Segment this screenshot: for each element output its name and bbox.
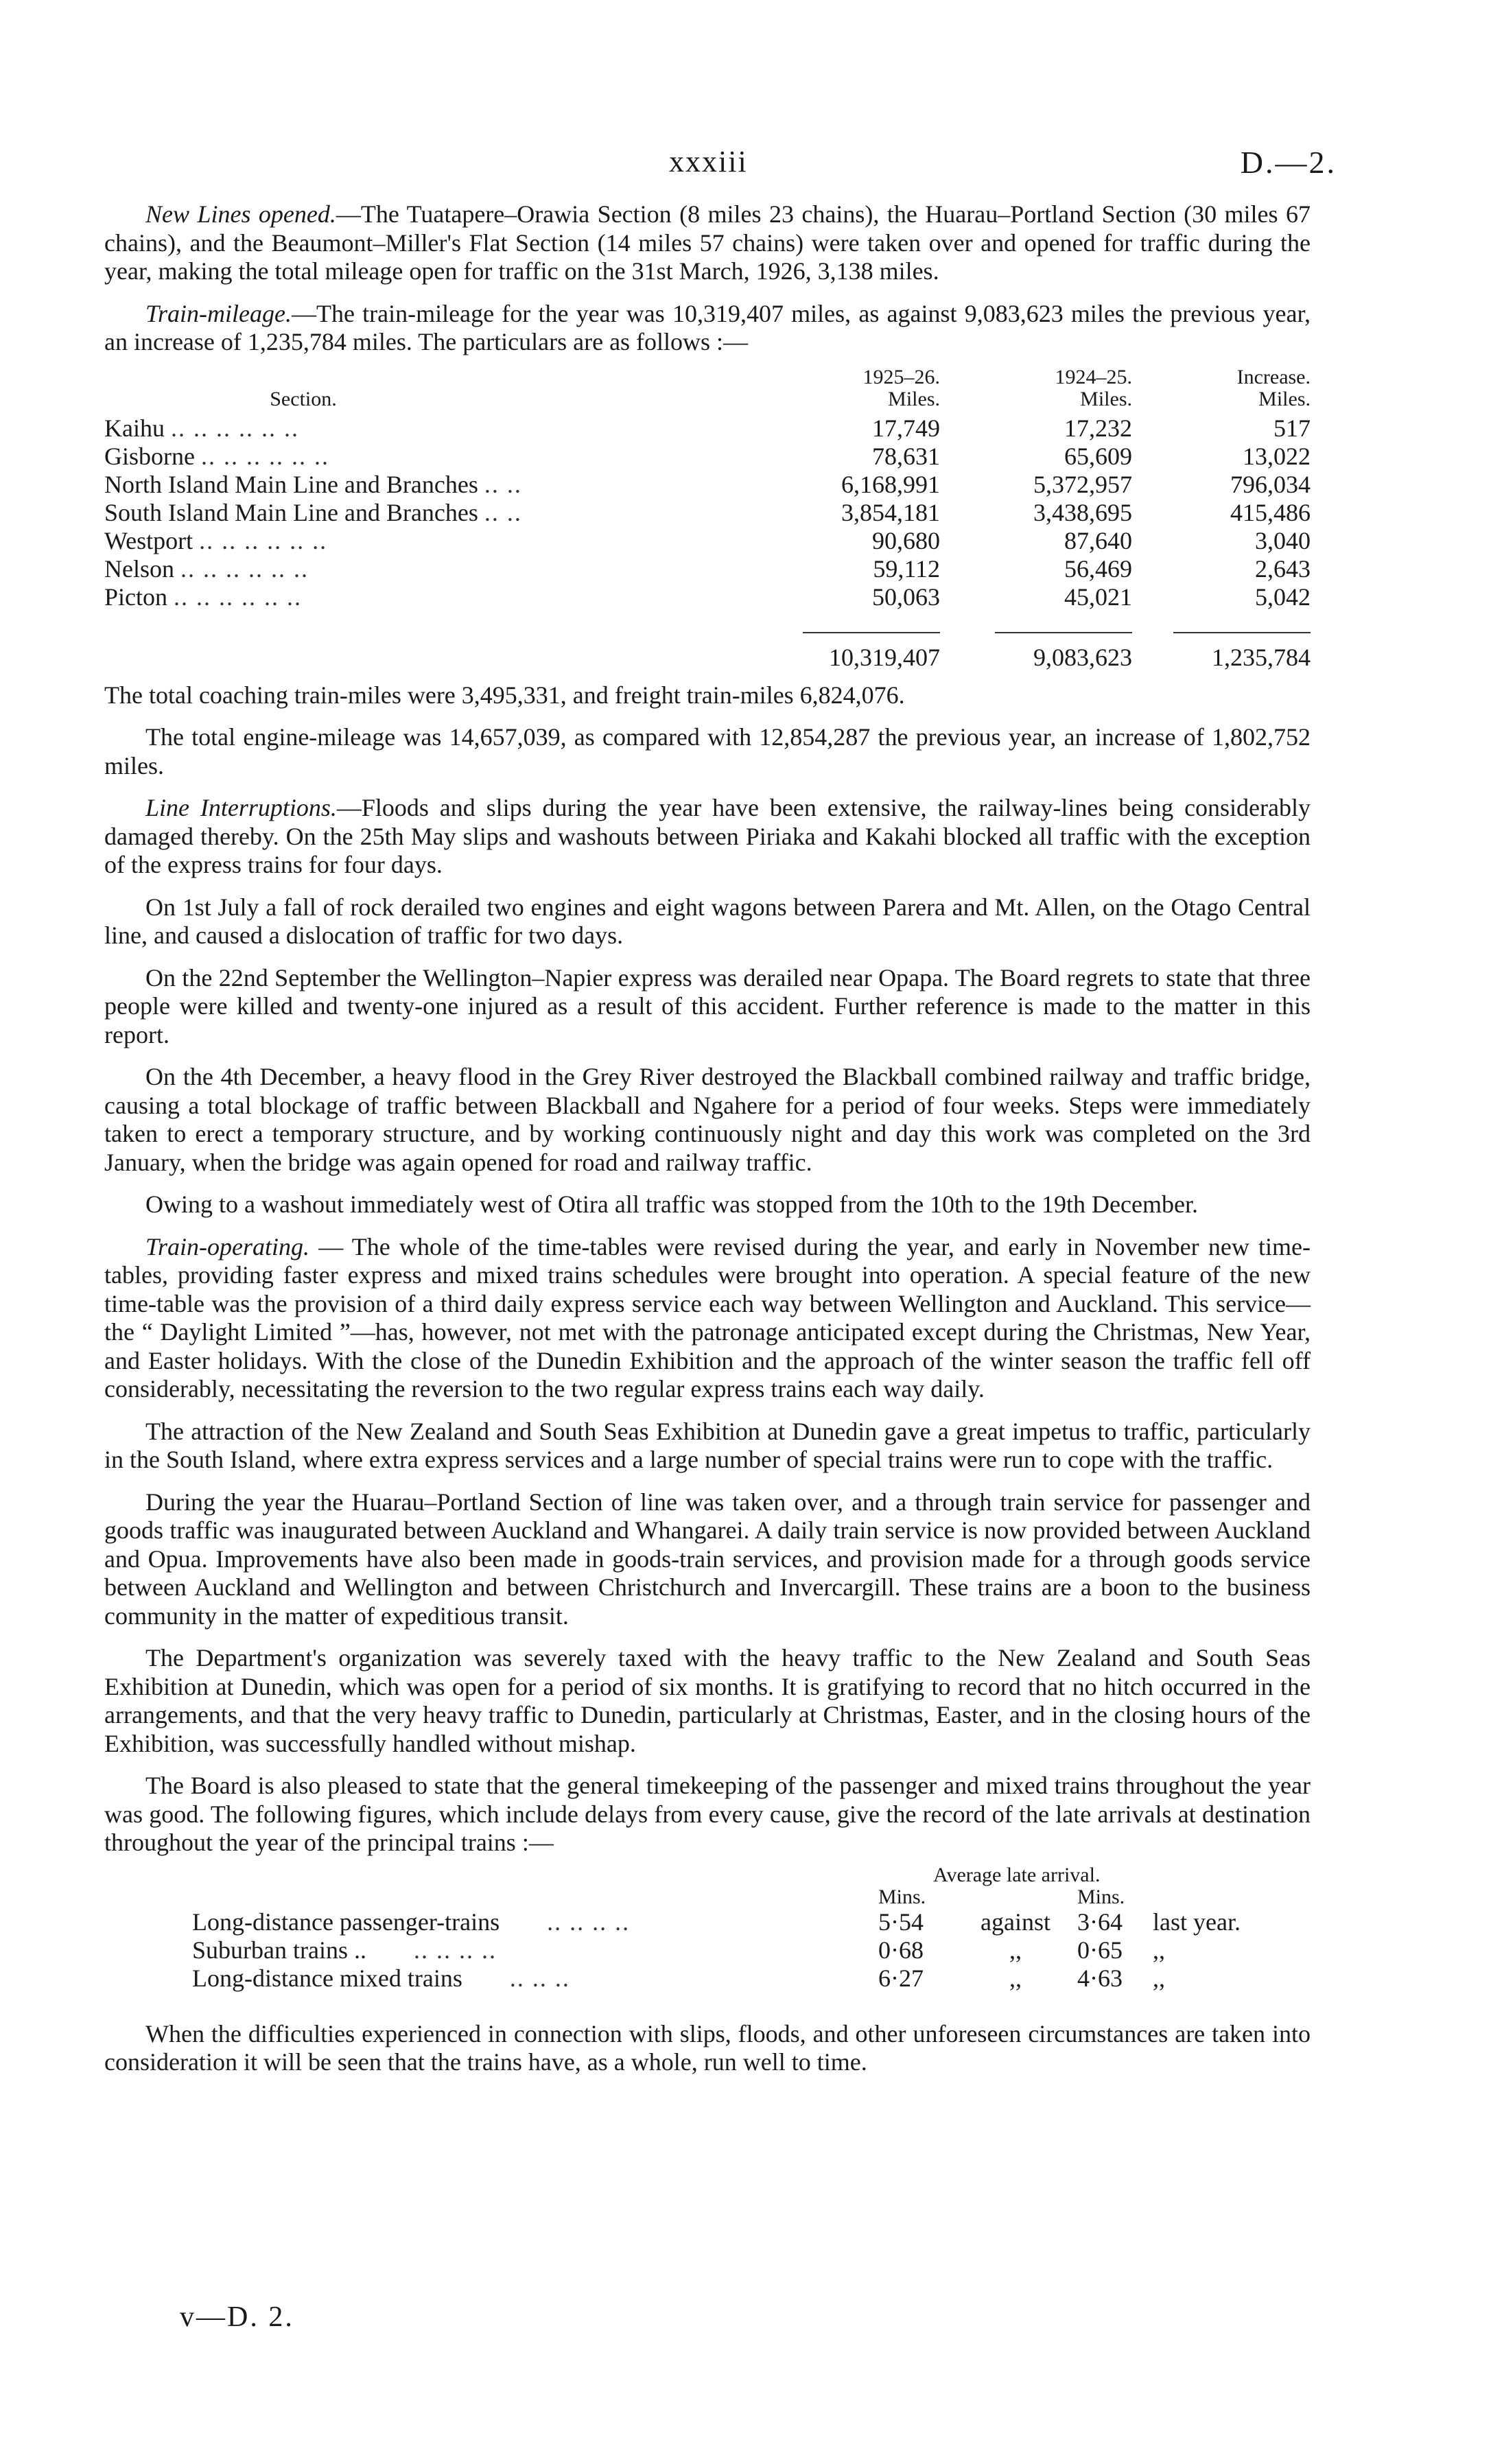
row-value-1925: 90,680 xyxy=(872,526,940,554)
rule-line xyxy=(1173,632,1311,633)
heading-line-interruptions: Line Interruptions. xyxy=(145,794,337,821)
total-rule xyxy=(104,611,1311,640)
row-value-1924: 17,232 xyxy=(1064,414,1132,442)
paragraph-new-lines xyxy=(104,200,1311,286)
paragraph-organization: The Department's organization was severely taxed with the heavy traffic to the New Zealand and South Seas Exhibition at Dunedin, which was open for a period of six months. It is gratifying to record that no hitch occurred in the arrangements, and that the very heavy traffic to Dunedin, particularly at Christmas, Easter, and in the closing hours of the Exhibition, was successfully handled without mishap. xyxy=(104,1644,1311,1757)
row-value-1925: 3,854,181 xyxy=(841,498,940,526)
paragraph-engine-mileage: The total engine-mileage was 14,657,039, as compared with 12,854,287 the previous year, an increase of 1,802,752 miles. xyxy=(104,723,1311,779)
late-row-current: 5·54 xyxy=(878,1908,924,1936)
late-arrival-table xyxy=(192,1864,1256,1993)
table-row xyxy=(192,1964,1256,1993)
mileage-table xyxy=(104,366,1311,672)
paragraph-huarau: During the year the Huarau–Portland Section of line was taken over, and a through train service for passenger and goods traffic was inaugurated between Auckland and Whangarei. A daily train service is now provided between Auckland and Opua. Improvements have also been made in goods-train services, and provision made for a through goods service between Auckland and Wellington and between Christchurch and Invercargill. These trains are a boon to the business community in the matter of expeditious transit. xyxy=(104,1488,1311,1630)
table-row xyxy=(192,1908,1256,1936)
table-row xyxy=(104,499,1311,527)
col-1924-header: 1924–25. xyxy=(1055,365,1132,388)
paragraph-timekeeping: The Board is also pleased to state that the general timekeeping of the passenger and mixed trains throughout the year was good. The following figures, which include delays from every cause, give the record of the late arrivals at destination throughout the year of the principal trains :— xyxy=(104,1772,1311,1856)
row-section-name: Gisborne xyxy=(104,442,195,470)
paragraph-line-interruptions xyxy=(104,794,1311,880)
row-value-increase: 415,486 xyxy=(1230,498,1311,526)
row-section-name: Westport xyxy=(104,526,193,554)
page-number: xxxiii xyxy=(669,145,748,178)
table-row xyxy=(192,1936,1256,1964)
row-value-increase: 2,643 xyxy=(1255,554,1311,583)
col-section-header: Section. xyxy=(270,387,337,410)
rule-line xyxy=(995,632,1132,633)
table-row xyxy=(104,583,1311,611)
footer-signature: v—D. 2. xyxy=(180,2301,294,2333)
col-mins-current: Mins. xyxy=(878,1885,926,1908)
text-train-mileage: —The train-mileage for the year was 10,319,407 miles, as against 9,083,623 miles the previous year, an increase of 1,235,784 miles. The particulars are as follows :— xyxy=(104,299,1311,355)
total-row xyxy=(104,640,1311,672)
row-value-increase: 13,022 xyxy=(1243,442,1311,470)
late-row-name: Suburban trains .. xyxy=(192,1936,366,1964)
leader-dots: .. .. .. .. .. .. xyxy=(180,554,309,583)
col-1925-header: 1925–26. xyxy=(862,365,940,388)
paragraph-train-operating xyxy=(104,1233,1311,1404)
late-row-ditto: last year. xyxy=(1153,1908,1241,1936)
paragraph-otira: Owing to a washout immediately west of Otira all traffic was stopped from the 10th to the 19th December. xyxy=(145,1190,1198,1218)
late-row-name: Long-distance mixed trains xyxy=(192,1964,462,1992)
table-row xyxy=(104,414,1311,443)
leader-dots: .. .. .. .. xyxy=(547,1908,631,1936)
leader-dots: .. .. .. xyxy=(509,1964,570,1992)
row-value-1925: 17,749 xyxy=(872,414,940,442)
col-increase-unit: Miles. xyxy=(1258,387,1311,410)
heading-new-lines: New Lines opened. xyxy=(145,200,336,228)
paragraph-september: On the 22nd September the Wellington–Napier express was derailed near Opapa. The Board regrets to state that three people were killed and twenty-one injured as a result of this accident. Further reference is made to the matter in this report. xyxy=(104,963,1311,1048)
paragraph-december: On the 4th December, a heavy flood in the Grey River destroyed the Blackball combined railway and traffic bridge, causing a total blockage of traffic between Blackball and Ngahere for a period of four weeks. Steps were immediately taken to erect a temporary structure, and by working continuously night and day this work was completed on the 3rd January, when the bridge was again opened for road and railway traffic. xyxy=(104,1063,1311,1176)
late-row-against: against xyxy=(981,1908,1050,1936)
total-1924: 9,083,623 xyxy=(1033,643,1132,671)
leader-dots: .. .. xyxy=(484,498,522,526)
col-increase-header: Increase. xyxy=(1236,365,1311,388)
paragraph-train-mileage xyxy=(104,300,1311,357)
mileage-table-header xyxy=(104,366,1311,414)
row-value-1925: 59,112 xyxy=(873,554,940,583)
leader-dots: .. .. .. .. .. .. xyxy=(200,442,329,470)
late-row-name: Long-distance passenger-trains xyxy=(192,1908,500,1936)
row-value-1924: 45,021 xyxy=(1064,583,1132,611)
text-line-interruptions: —Floods and slips during the year have been extensive, the railway-lines being considerably damaged thereby. On the 25th May slips and washouts between Piriaka and Kakahi blocked all traffic with the exception of the express trains for four days. xyxy=(104,794,1311,878)
leader-dots: .. .. .. .. .. .. xyxy=(199,526,328,554)
page-header xyxy=(0,144,1491,185)
heading-train-mileage: Train-mileage. xyxy=(145,299,292,327)
row-value-1925: 6,168,991 xyxy=(841,470,940,498)
row-value-increase: 517 xyxy=(1273,414,1311,442)
table-row xyxy=(104,443,1311,471)
leader-dots: .. .. .. .. xyxy=(413,1936,497,1964)
total-increase: 1,235,784 xyxy=(1212,643,1311,671)
paragraph-closing: When the difficulties experienced in connection with slips, floods, and other unforeseen circumstances are taken into consideration it will be seen that the trains have, as a whole, run well to time. xyxy=(104,2019,1311,2076)
rule-line xyxy=(803,632,940,633)
row-value-1924: 5,372,957 xyxy=(1033,470,1132,498)
total-1925: 10,319,407 xyxy=(829,643,940,671)
heading-train-operating: Train-operating. xyxy=(145,1232,310,1260)
text-train-operating: — The whole of the time-tables were revised during the year, and early in November new time-tables, providing faster express and mixed trains schedules were brought into operation. A special feature of the new time-table was the provision of a third daily express service each way between Wellington and Auckland. This service—the “ Daylight Limited ”—has, however, not met with the patronage anticipated except during the Christmas, New Year, and Easter holidays. With the close of the Dunedin Exhibition and the approach of the winter season the traffic fell off considerably, necessitating the reversion to the two regular express trains each way daily. xyxy=(104,1232,1311,1403)
document-reference: D.—2. xyxy=(1240,145,1337,180)
row-value-1924: 56,469 xyxy=(1064,554,1132,583)
paragraph-exhibition: The attraction of the New Zealand and South Seas Exhibition at Dunedin gave a great impetus to traffic, particularly in the South Island, where extra express services and a large number of special trains were run to cope with the traffic. xyxy=(104,1417,1311,1473)
col-1924-unit: Miles. xyxy=(1080,387,1132,410)
row-value-1924: 65,609 xyxy=(1064,442,1132,470)
row-value-increase: 5,042 xyxy=(1255,583,1311,611)
late-row-last: 3·64 xyxy=(1077,1908,1123,1936)
paragraph-july: On 1st July a fall of rock derailed two engines and eight wagons between Parera and Mt. Allen, on the Otago Central line, and caused a dislocation of traffic for two days. xyxy=(104,893,1311,949)
leader-dots: .. .. xyxy=(484,470,522,498)
row-value-1924: 87,640 xyxy=(1064,526,1132,554)
row-section-name: Picton xyxy=(104,583,168,611)
leader-dots: .. .. .. .. .. .. xyxy=(174,583,303,611)
row-section-name: Nelson xyxy=(104,554,174,583)
table-row xyxy=(104,471,1311,499)
late-row-current: 6·27 xyxy=(878,1964,924,1992)
late-row-current: 0·68 xyxy=(878,1936,924,1964)
row-value-increase: 3,040 xyxy=(1255,526,1311,554)
table-row xyxy=(104,555,1311,583)
paragraph-coaching: The total coaching train-miles were 3,495,331, and freight train-miles 6,824,076. xyxy=(104,681,905,709)
late-row-last: 0·65 xyxy=(1077,1936,1123,1964)
leader-dots: .. .. .. .. .. .. xyxy=(170,414,299,442)
late-row-ditto: ,, xyxy=(1153,1936,1165,1964)
row-value-1925: 50,063 xyxy=(872,583,940,611)
late-row-last: 4·63 xyxy=(1077,1964,1123,1992)
row-value-1925: 78,631 xyxy=(872,442,940,470)
row-section-name: North Island Main Line and Branches xyxy=(104,470,478,498)
col-mins-last: Mins. xyxy=(1077,1885,1125,1908)
row-value-1924: 3,438,695 xyxy=(1033,498,1132,526)
row-section-name: South Island Main Line and Branches xyxy=(104,498,478,526)
late-arrival-header: Average late arrival. xyxy=(933,1863,1101,1886)
late-row-ditto: ,, xyxy=(1153,1964,1165,1992)
table-row xyxy=(104,527,1311,555)
body-text xyxy=(104,200,1311,2091)
late-row-against: ,, xyxy=(1009,1936,1022,1964)
row-section-name: Kaihu xyxy=(104,414,165,442)
row-value-increase: 796,034 xyxy=(1230,470,1311,498)
text-new-lines: —The Tuatapere–Orawia Section (8 miles 23 chains), the Huarau–Portland Section (30 miles 67 chains), and the Beaumont–Miller's Flat Section (14 miles 57 chains) were taken over and opened for traffic during the year, making the total mileage open for traffic on the 31st March, 1926, 3,138 miles. xyxy=(104,200,1311,285)
late-row-against: ,, xyxy=(1009,1964,1022,1992)
col-1925-unit: Miles. xyxy=(888,387,940,410)
